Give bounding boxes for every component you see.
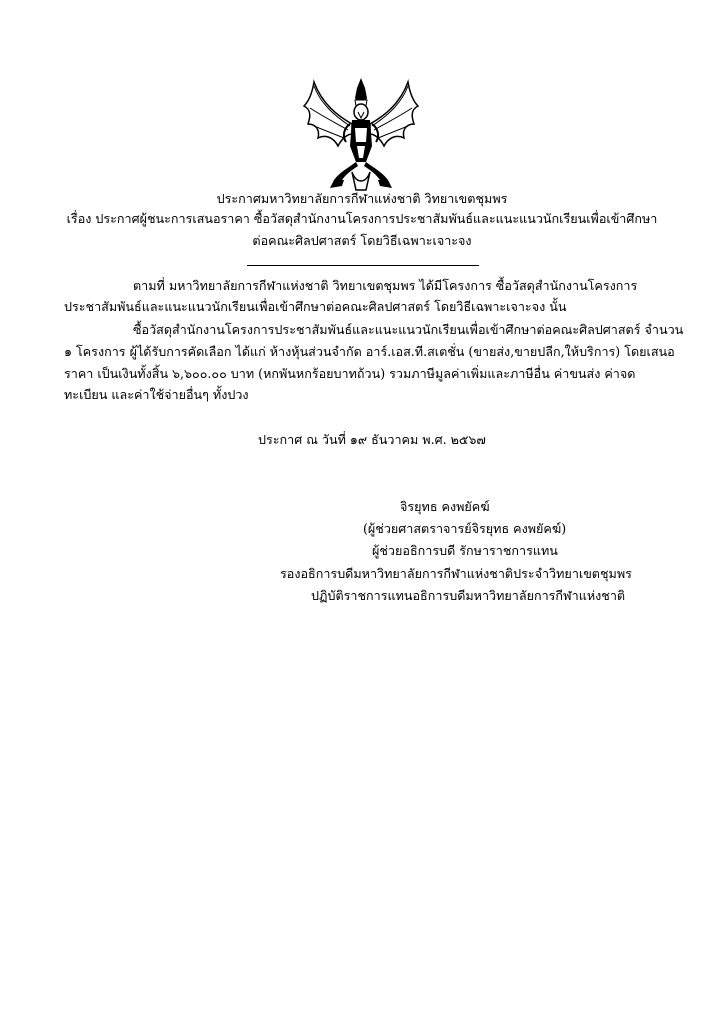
separator-line [247,265,479,266]
signature-position-2: รองอธิการบดีมหาวิทยาลัยการกีฬาแห่งชาติประจำวิทยาเขตชุมพร [280,566,632,581]
announcement-title: ประกาศมหาวิทยาลัยการกีฬาแห่งชาติ วิทยาเขตชุมพร [216,191,508,206]
garuda-emblem-icon [300,76,422,194]
paragraph-1-line-2: ประชาสัมพันธ์และแนะแนวนักเรียนเพื่อเข้าศึกษาต่อคณะศิลปศาสตร์ โดยวิธีเฉพาะเจาะจง นั้น [64,299,567,314]
signature-name: จิรยุทธ คงพยัคฆ์ [400,499,490,514]
subject-line-1: เรื่อง ประกาศผู้ชนะการเสนอราคา ซื้อวัสดุสำนักงานโครงการประชาสัมพันธ์และแนะแนวนักเรียนเพื่อเข้าศึกษา [66,211,658,226]
paragraph-2-line-1: ซื้อวัสดุสำนักงานโครงการประชาสัมพันธ์และแนะแนวนักเรียนเพื่อเข้าศึกษาต่อคณะศิลปศาสตร์ จำนวน [133,322,684,337]
subject-line-2: ต่อคณะศิลปศาสตร์ โดยวิธีเฉพาะเจาะจง [252,233,472,248]
signature-position-3: ปฏิบัติราชการแทนอธิการบดีมหาวิทยาลัยการกีฬาแห่งชาติ [311,588,626,603]
paragraph-2-line-4: ทะเบียน และค่าใช้จ่ายอื่นๆ ทั้งปวง [64,387,249,402]
paragraph-2-line-3: ราคา เป็นเงินทั้งสิ้น ๖,๖๐๐.๐๐ บาท (หกพันหกร้อยบาทถ้วน) รวมภาษีมูลค่าเพิ่มและภาษีอื่น ค่าขนส่ง ค่าจด [64,366,636,381]
announcement-date: ประกาศ ณ วันที่ ๑๙ ธันวาคม พ.ศ. ๒๕๖๗ [258,432,486,447]
paragraph-1-line-1: ตามที่ มหาวิทยาลัยการกีฬาแห่งชาติ วิทยาเขตชุมพร ได้มีโครงการ ซื้อวัสดุสำนักงานโครงการ [133,278,638,293]
signature-position-1: ผู้ช่วยอธิการบดี รักษาราชการแทน [372,543,558,558]
signature-full-name: (ผู้ช่วยศาสตราจารย์จิรยุทธ คงพยัคฆ์) [363,521,567,536]
paragraph-2-line-2: ๑ โครงการ ผู้ได้รับการคัดเลือก ได้แก่ ห้างหุ้นส่วนจำกัด อาร์.เอส.ที.สเตชั่น (ขายส่ง,ขายปลีก,ให้บริการ) โดยเสนอ [64,344,675,359]
